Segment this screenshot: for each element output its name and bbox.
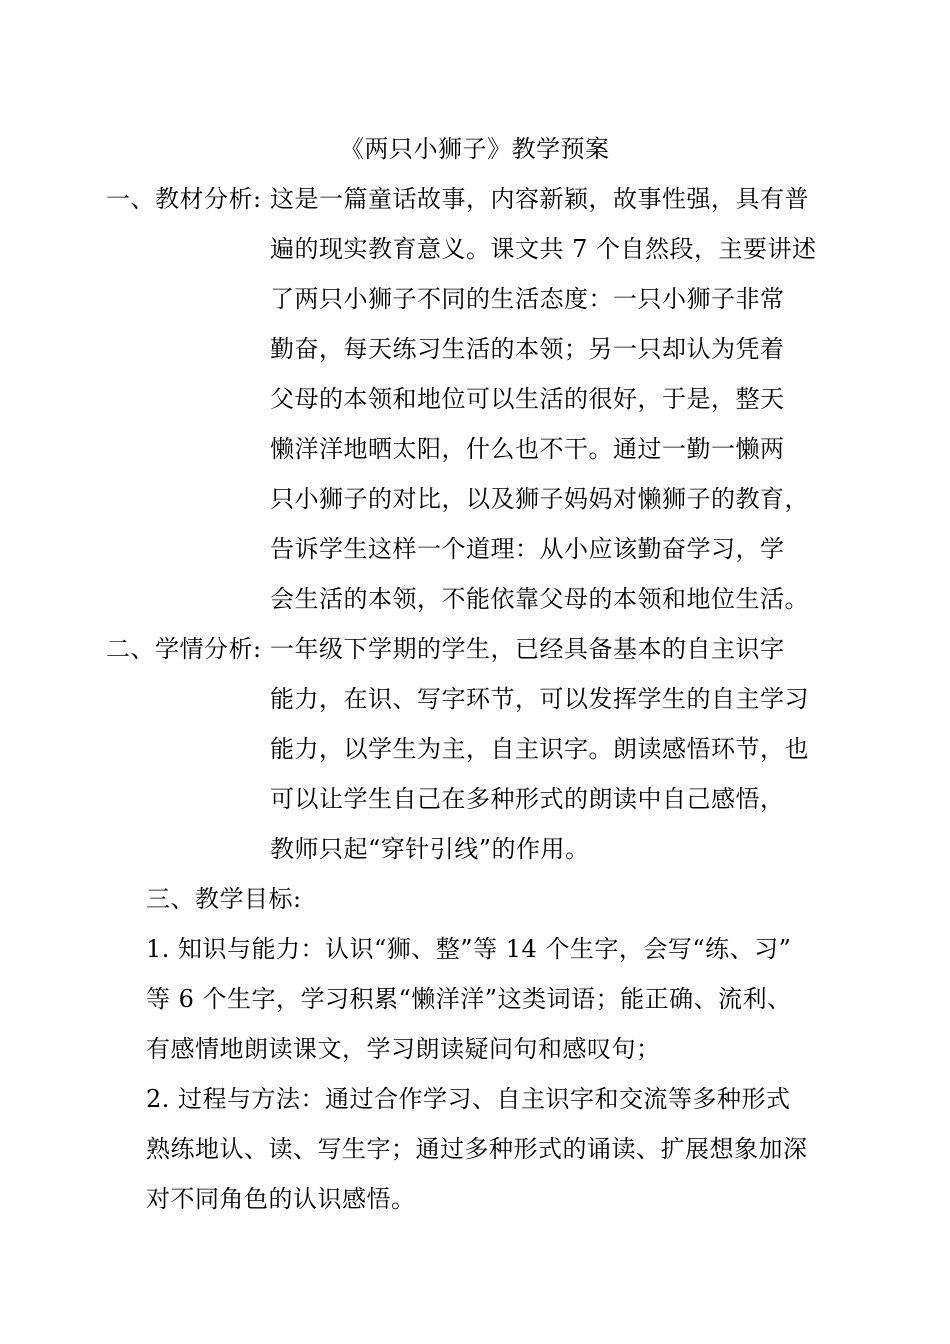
section-3-label: 三、教学目标: [146,885,302,913]
section-3-line: 等 6 个生字，学习积累“懒洋洋”这类词语；能正确、流利、 [146,985,792,1013]
document-title: 《两只小狮子》教学预案 [340,135,610,163]
section-1-line: 这是一篇童话故事，内容新颖，故事性强，具有普 [270,185,809,213]
section-1-line: 懒洋洋地晒太阳，什么也不干。通过一勤一懒两 [270,435,785,463]
section-3-line: 熟练地认、读、写生字；通过多种形式的诵读、扩展想象加深 [146,1135,808,1163]
section-1-label: 一、教材分析: [106,185,262,213]
section-1-line: 告诉学生这样一个道理：从小应该勤奋学习，学 [270,535,785,563]
section-2-line: 能力，以学生为主，自主识字。朗读感悟环节，也 [270,735,809,763]
section-1-line: 遍的现实教育意义。课文共 7 个自然段，主要讲述 [270,235,817,263]
section-2-line: 一年级下学期的学生，已经具备基本的自主识字 [270,635,785,663]
section-3-line: 对不同角色的认识感悟。 [146,1185,416,1213]
section-3-line: 有感情地朗读课文，学习朗读疑问句和感叹句； [146,1035,661,1063]
section-1-line: 勤奋，每天练习生活的本领；另一只却认为凭着 [270,335,785,363]
section-2-line: 能力，在识、写字环节，可以发挥学生的自主学习 [270,685,809,713]
section-1-line: 父母的本领和地位可以生活的很好，于是，整天 [270,385,785,413]
section-2-line: 教师只起“穿针引线”的作用。 [270,835,590,863]
section-1-line: 了两只小狮子不同的生活态度：一只小狮子非常 [270,285,785,313]
section-1-line: 会生活的本领，不能依靠父母的本领和地位生活。 [270,585,809,613]
section-1-line: 只小狮子的对比，以及狮子妈妈对懒狮子的教育， [270,485,809,513]
section-3-line: 2. 过程与方法：通过合作学习、自主识字和交流等多种形式 [146,1085,791,1113]
section-2-line: 可以让学生自己在多种形式的朗读中自己感悟， [270,785,785,813]
section-3-line: 1. 知识与能力：认识“狮、整”等 14 个生字，会写“练、习” [146,935,792,963]
section-2-label: 二、学情分析: [106,635,262,663]
